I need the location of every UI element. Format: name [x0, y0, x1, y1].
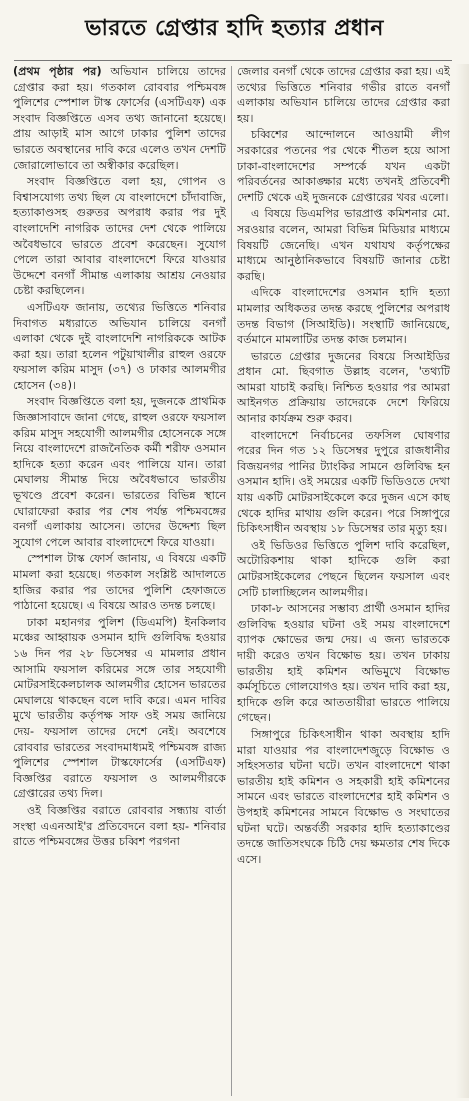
- article-paragraph: ঢাকা মহানগর পুলিশ (ডিএমপি) ইনকিলাব মঞ্চের আহ্বায়ক ওসমান হাদি গুলিবিদ্ধ হওয়ার ১৬ দিন পর ২৮ ডিসেম্বর এ মামলার প্রধান আসামি ফয়সাল করিমের সঙ্গে তার সহযোগী মোটরসাইকেলচালক আলমগীর হোসেন ভারতের মেঘালয়ে থাকছেন বলে দাবি করে। এমন দাবির মুখে ভারতীয় কর্তৃপক্ষ সাফ ওই সময় জানিয়ে দেয়- ফয়সাল তাদের দেশে নেই। অবশেষে রোববার ভারতের সংবাদমাধ্যমই পশ্চিমবঙ্গ রাজ্য পুলিশের স্পেশাল টাস্কফোর্সের (এসটিএফ) বিজ্ঞপ্তির বরাতে ফয়সাল ও আলমগীরকে গ্রেপ্তারের তথ্য দিল।: [13, 615, 226, 801]
- article-paragraph: সিঙ্গাপুরে চিকিৎসাধীন থাকা অবস্থায় হাদি মারা যাওয়ার পর বাংলাদেশজুড়ে বিক্ষোভ ও সহিংসতার ঘটনা ঘটে। তখন বাংলাদেশে থাকা ভারতীয় হাই কমিশন ও সহকারী হাই কমিশনের সামনে এবং ভারতে বাংলাদেশের হাই কমিশন ও উপহাই কমিশনের সামনে বিক্ষোভ ও সংঘাতের ঘটনা ঘটে। অন্তর্বর্তী সরকার হাদি হত্যাকাণ্ডের তদন্তে জাতিসংঘকে চিঠি দেয় ক্ষমতার শেষ দিকে এসে।: [237, 727, 450, 866]
- continuation-marker: (প্রথম পৃষ্ঠার পর): [13, 65, 102, 78]
- column-divider: [231, 66, 232, 1096]
- article-paragraph: জেলার বনগাঁ থেকে তাদের গ্রেপ্তার করা হয়। এই তথ্যের ভিত্তিতে শনিবার গভীর রাতে বনগাঁ এলাকায় অভিযান চালিয়ে তাদের গ্রেপ্তার করা হয়।: [237, 65, 450, 125]
- article-paragraph: [13, 64, 226, 173]
- article-paragraph: এসটিএফ জানায়, তথ্যের ভিত্তিতে শনিবার দিবাগত মধ্যরাতে অভিযান চালিয়ে বনগাঁ এলাকা থেকে দুই বাংলাদেশি নাগরিককে আটক করা হয়। তারা হলেন পটুয়াখালীর রাহুল ওরফে ফয়সাল করিম মাসুদ (৩৭) ও ঢাকার আলমগীর হোসেন (৩৪)।: [13, 300, 226, 392]
- article-paragraph: ওই বিজ্ঞপ্তির বরাতে রোববার সন্ধ্যায় বার্তা সংস্থা এএনআই'র প্রতিবেদনে বলা হয়- শনিবার রাতে পশ্চিমবঙ্গের উত্তর চব্বিশ পরগনা: [13, 803, 226, 849]
- article-paragraph: স্পেশাল টাস্ক ফোর্স জানায়, এ বিষয়ে একটি মামলা করা হয়েছে। গতকাল সংশ্লিষ্ট আদালতে হাজির করার পর তাদের পুলিশি হেফাজতে পাঠানো হয়েছে। এ বিষয়ে আরও তদন্ত চলছে।: [13, 552, 226, 613]
- article-paragraph: সংবাদ বিজ্ঞপ্তিতে বলা হয়, দুজনকে প্রাথমিক জিজ্ঞাসাবাদে জানা গেছে, রাহুল ওরফে ফয়সাল করিম মাসুদ সহযোগী আলমগীর হোসেনকে সঙ্গে নিয়ে বাংলাদেশে রাজনৈতিক কর্মী শরীফ ওসমান হাদিকে হত্যা করেন এবং পালিয়ে যান। তারা মেঘালয় সীমান্ত দিয়ে অবৈধভাবে ভারতীয় ভূখণ্ডে প্রবেশ করেন। ভারতের বিভিন্ন স্থানে ঘোরাফেরা করার পর শেষ পর্যন্ত পশ্চিমবঙ্গের বনগাঁ এলাকায় আসেন। তাদের উদ্দেশ্য ছিল সুযোগ পেলে আবার বাংলাদেশে ফিরে যাওয়া।: [13, 395, 226, 549]
- paragraph-text: অভিযান চালিয়ে তাদের গ্রেপ্তার করা হয়। গতকাল রোববার পশ্চিমবঙ্গ পুলিশের স্পেশাল টাস্ক ফোর্সের (এসটিএফ) এক সংবাদ বিজ্ঞপ্তিতে এসব তথ্য জানানো হয়েছে। প্রায় আড়াই মাস আগে ঢাকার পুলিশ তাদের ভারতে অবস্থানের দাবি করে এলেও তখন দেশটি জোরালোভাবে তা অস্বীকার করেছিল।: [13, 65, 226, 172]
- adjacent-column-edge: [456, 64, 469, 1098]
- article-paragraph: ঢাকা-৮ আসনের সম্ভাব্য প্রার্থী ওসমান হাদির গুলিবিদ্ধ হওয়ার ঘটনা ওই সময় বাংলাদেশে ব্যাপক ক্ষোভের জন্ম দেয়। এ জন্য ভারতকে দায়ী করেও তখন বিক্ষোভ হয়। তখন ঢাকায় ভারতীয় হাই কমিশন অভিমুখে বিক্ষোভ কর্মসূচিতে গোলযোগও হয়। তখন দাবি করা হয়, হাদিকে গুলি করে আততায়ীরা ভারতে পালিয়ে গেছেন।: [237, 602, 450, 725]
- article-paragraph: এদিকে বাংলাদেশের ওসমান হাদি হত্যা মামলার অধিকতর তদন্ত করছে পুলিশের অপরাধ তদন্ত বিভাগ (সিআইডি)। সংস্থাটি জানিয়েছে, বর্তমানে মামলাটির তদন্ত কাজ চলমান।: [237, 286, 450, 347]
- article-paragraph: ওই ভিডিওর ভিত্তিতে পুলিশ দাবি করেছিল, অটোরিকশায় থাকা হাদিকে গুলি করা মোটরসাইকেলের পেছনে ছিলেন ফয়সাল এবং সেটি চালাচ্ছিলেন আলমগীর।: [237, 538, 450, 599]
- article-column-right: [237, 64, 450, 1098]
- article-paragraph: ভারতে গ্রেপ্তার দুজনের বিষয়ে সিআইডির প্রধান মো. ছিবগাত উল্লাহ বলেন, 'তথ্যটি আমরা যাচাই করছি। নিশ্চিত হওয়ার পর আমরা আইনগত প্রক্রিয়ায় তাদেরকে দেশে ফিরিয়ে আনার কার্যক্রম শুরু করব।: [237, 349, 450, 426]
- article-paragraph: সংবাদ বিজ্ঞপ্তিতে বলা হয়, গোপন ও বিশ্বাসযোগ্য তথ্য ছিল যে বাংলাদেশে চাঁদাবাজি, হত্যাকাণ্ডসহ গুরুতর অপরাধ করার পর দুই বাংলাদেশি নাগরিক তাদের দেশ থেকে পালিয়ে অবৈধভাবে ভারতে প্রবেশ করেছেন। সুযোগ পেলে তারা আবার বাংলাদেশে ফিরে যাওয়ার উদ্দেশে বনগাঁ সীমান্ত এলাকায় আশ্রয় নেওয়ার চেষ্টা করছিলেন।: [13, 175, 226, 298]
- headline-rule: [14, 60, 452, 61]
- article-paragraph: এ বিষয়ে ডিএমপির ভারপ্রাপ্ত কমিশনার মো. সরওয়ার বলেন, আমরা বিভিন্ন মিডিয়ার মাধ্যমে বিষয়টি জেনেছি। এখন যথাযথ কর্তৃপক্ষের মাধ্যমে আনুষ্ঠানিকভাবে বিষয়টি জানার চেষ্টা করছি।: [237, 207, 450, 283]
- article-column-left: [13, 64, 226, 1098]
- article-paragraph: চব্বিশের আন্দোলনে আওয়ামী লীগ সরকারের পতনের পর থেকে শীতল হয়ে আসা ঢাকা-বাংলাদেশের সম্পর্কে যখন একটা পরিবর্তনের আকাঙ্ক্ষার মধ্যে তখনই প্রতিবেশী দেশটি থেকে এই দুজনকে গ্রেপ্তারের খবর এলো।: [237, 128, 450, 204]
- article-paragraph: বাংলাদেশে নির্বাচনের তফসিল ঘোষণার পরের দিন গত ১২ ডিসেম্বর দুপুরে রাজধানীর বিজয়নগর পানির ট্যাংকির সামনে গুলিবিদ্ধ হন ওসমান হাদি। ওই সময়ের একটি ভিডিওতে দেখা যায় একটি মোটরসাইকেলে করে দুজন এসে কাছ থেকে হাদির মাথায় গুলি করেন। পরে সিঙ্গাপুরে চিকিৎসাধীন অবস্থায় ১৮ ডিসেম্বর তার মৃত্যু হয়।: [237, 428, 450, 536]
- headline: ভারতে গ্রেপ্তার হাদি হত্যার প্রধান: [85, 14, 384, 41]
